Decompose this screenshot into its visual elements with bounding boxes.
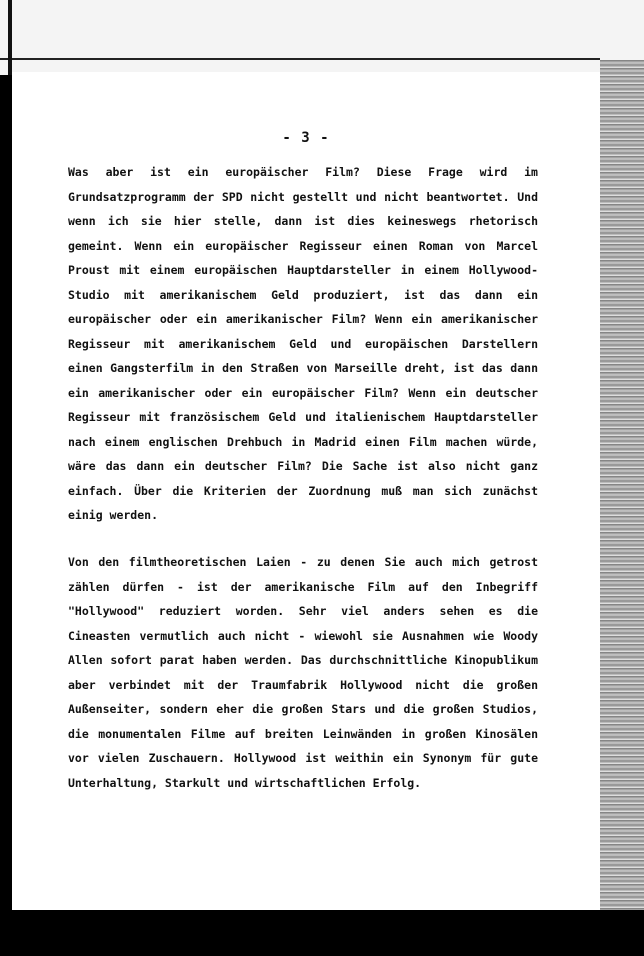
scan-artifact-edge	[8, 0, 12, 75]
scan-artifact-line	[0, 58, 600, 60]
page-number: - 3 -	[282, 130, 330, 146]
paragraph-2: Von den filmtheoretischen Laien - zu denen Sie auch mich getrost zählen dürfen - ist der amerikanische Film auf den Inbegriff "Hollywood" reduziert worden. Sehr viel anders sehen es die Cineasten vermutlich auch nicht - wiewohl sie Ausnahmen wie Woody Allen sofort parat haben werden. Das durchschnittliche Kinopublikum aber verbindet mit der Traumfabrik Hollywood nicht die großen Außenseiter, sondern eher die großen Stars und die großen Studios, die monumentalen Filme auf breiten Leinwänden in großen Kinosälen vor vielen Zuschauern. Hollywood ist weithin ein Synonym für gute Unterhaltung, Starkult und wirtschaftlichen Erfolg.	[68, 555, 538, 790]
scan-right-edge	[600, 60, 644, 910]
paragraph-1: Was aber ist ein europäischer Film? Diese Frage wird im Grundsatzprogramm der SPD nicht gestellt und nicht beantwortet. Und wenn ich sie hier stelle, dann ist dies keineswegs rhetorisch gemeint. Wenn ein europäischer Regisseur einen Roman von Marcel Proust mit einem europäischen Hauptdarsteller in einem Hollywood-Studio mit amerikanischem Geld produziert, ist das dann ein europäischer oder ein amerikanischer Film? Wenn ein amerikanischer Regisseur mit amerikanischem Geld und europäischen Darstellern einen Gangsterfilm in den Straßen von Marseille dreht, ist das dann ein amerikanischer oder ein europäischer Film? Wenn ein deutscher Regisseur mit französischem Geld und italienischem Hauptdarsteller nach einem englischen Drehbuch in Madrid einen Film machen würde, wäre das dann ein deutscher Film? Die Sache ist also nicht ganz einfach. Über die Kriterien der Zuordnung muß man sich zunächst einig werden.	[68, 165, 538, 522]
document-page	[12, 72, 600, 910]
scan-top-margin	[0, 0, 644, 75]
